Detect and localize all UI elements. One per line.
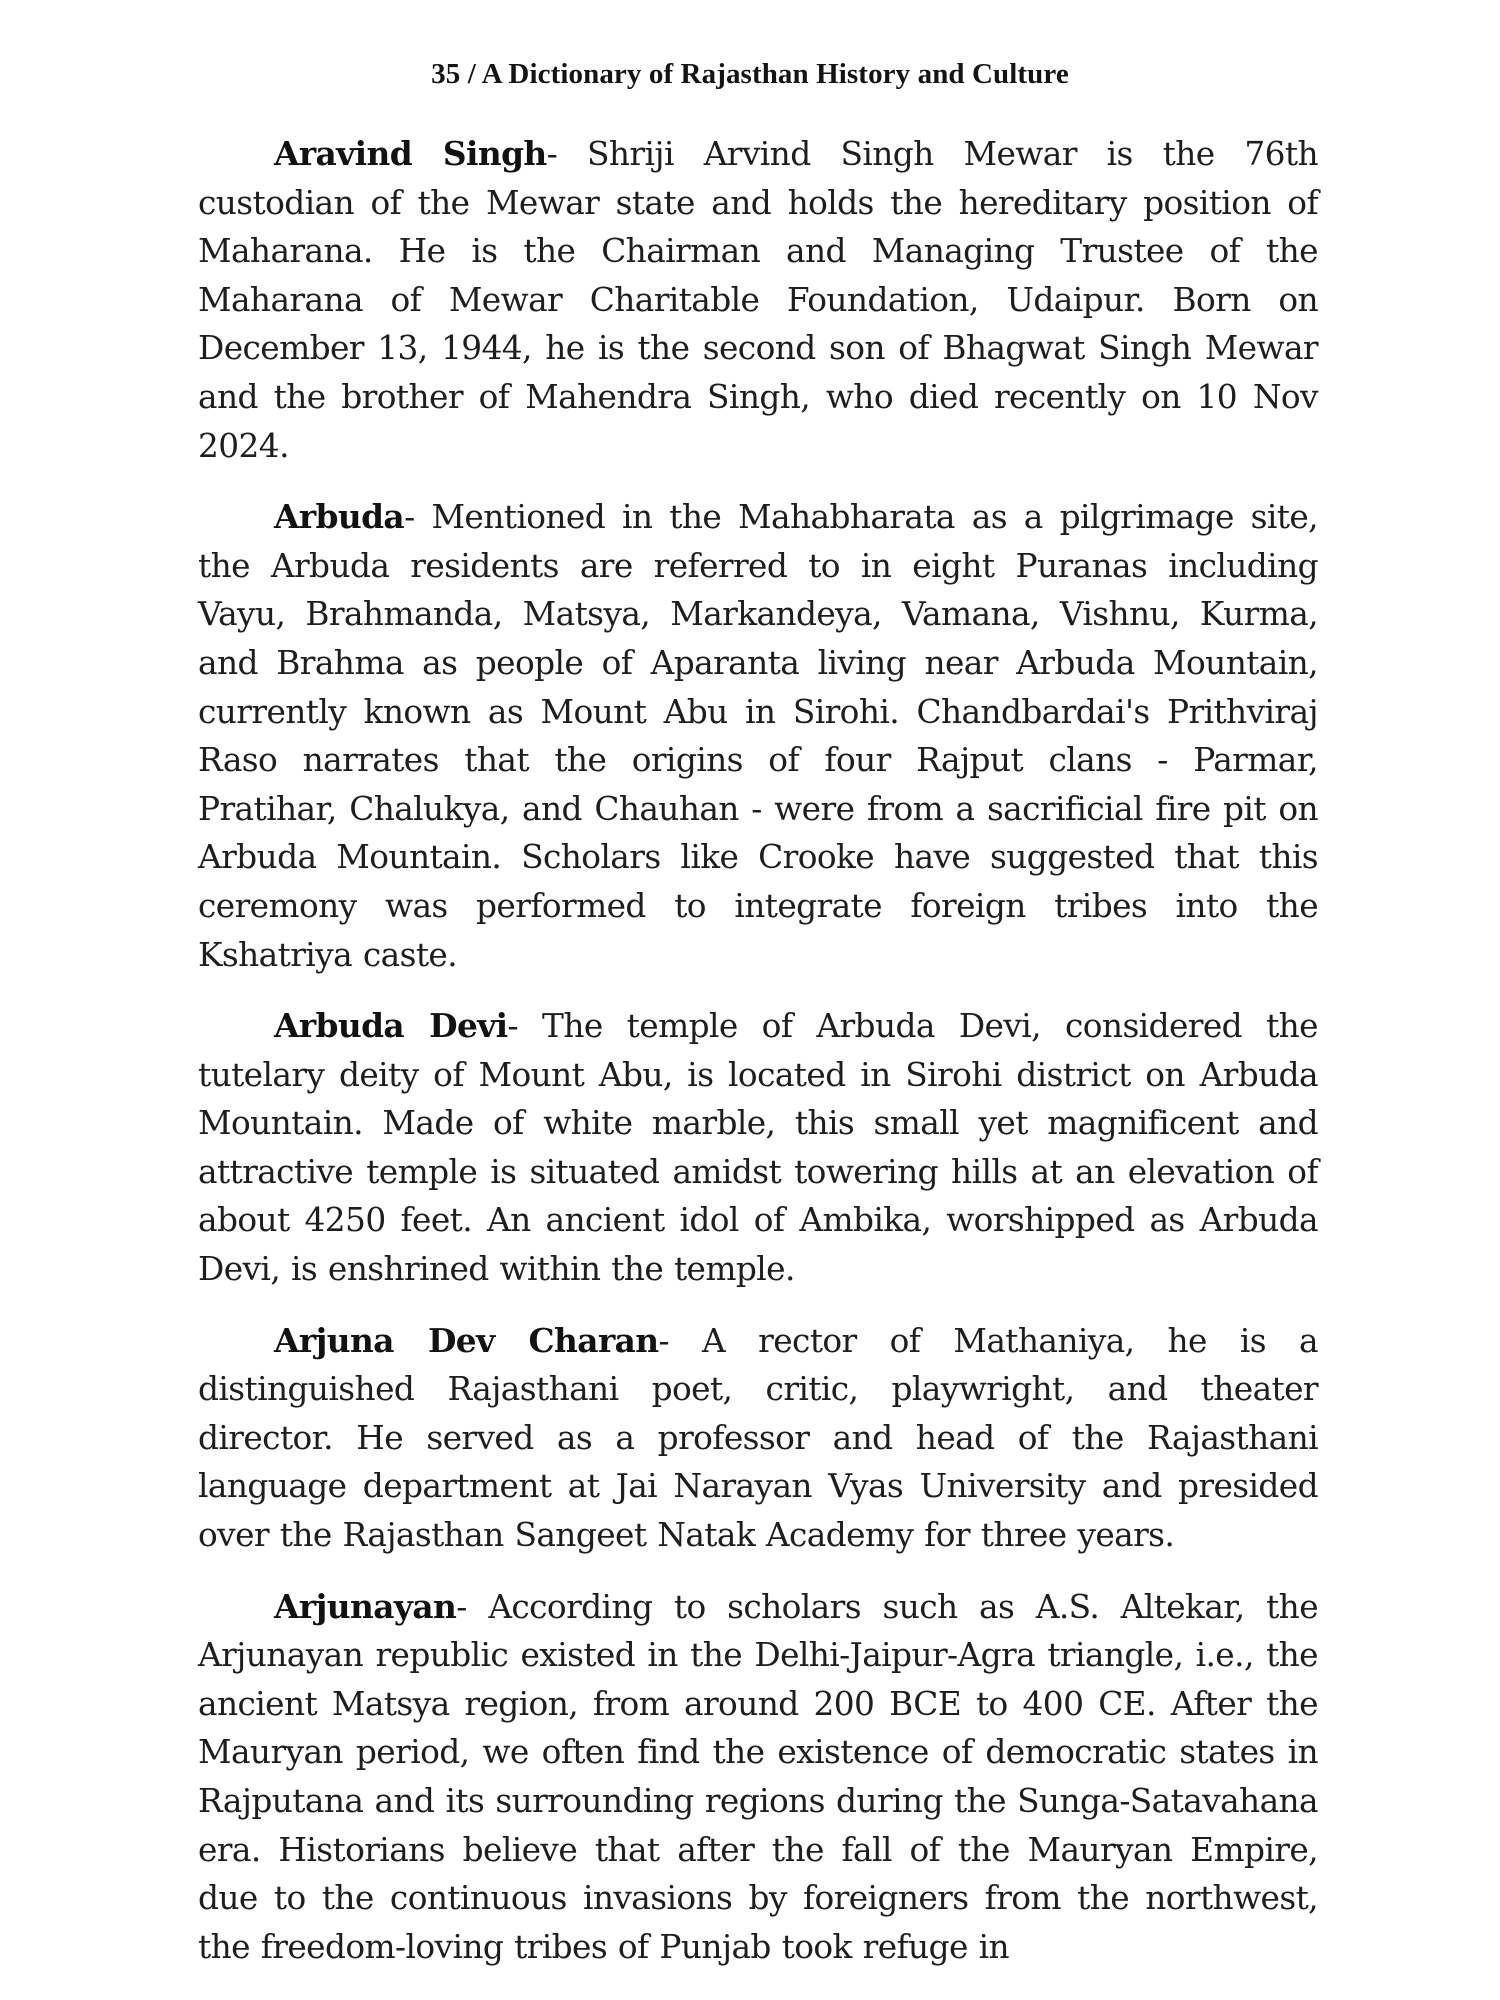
entry-term: Aravind Singh <box>274 134 547 173</box>
dictionary-entry <box>198 130 1318 470</box>
entry-separator: - <box>658 1321 703 1360</box>
dictionary-entry <box>198 1317 1318 1560</box>
running-header <box>0 58 1500 91</box>
entry-term: Arbuda <box>274 497 405 537</box>
header-separator: / <box>460 58 482 90</box>
entry-text: The temple of Arbuda Devi, considered the tutelary deity of Mount Abu, is located in Sirohi district on Arbuda Mountain. Made of white marble, this small yet magnificent and attractive temple is situated amidst towering hills at an elevation of about 4250 feet. An ancient idol of Ambika, worshipped as Arbuda Devi, is enshrined within the temple. <box>198 1007 1318 1289</box>
entry-text: A rector of Mathaniya, he is a distinguished Rajasthani poet, critic, playwright, and theater director. He served as a professor and head of the Rajasthani language department at Jai Narayan Vyas University and presided over the Rajasthan Sangeet Natak Academy for three years. <box>198 1321 1318 1555</box>
book-title: A Dictionary of Rajasthan History and Culture <box>481 58 1069 90</box>
entry-text: Mentioned in the Mahabharata as a pilgrimage site, the Arbuda residents are referred to in eight Puranas including Vayu, Brahmanda, Matsya, Markandeya, Vamana, Vishnu, Kurma, and Brahma as people of Aparanta living near Arbuda Mountain, currently known as Mount Abu in Sirohi. Chandbardai's Prithviraj Raso narrates that the origins of four Rajput clans - Parmar, Pratihar, Chalukya, and Chauhan - were from a sacrificial fire pit on Arbuda Mountain. Scholars like Crooke have suggested that this ceremony was performed to integrate foreign tribes into the Kshatriya caste. <box>198 498 1319 974</box>
entry-term: Arjuna Dev Charan <box>274 1320 659 1360</box>
page-number: 35 <box>431 58 461 90</box>
entry-term: Arjunayan <box>274 1586 457 1626</box>
dictionary-entry <box>198 1002 1318 1294</box>
entry-separator: - <box>546 135 588 173</box>
entry-text: According to scholars such as A.S. Altekar, the Arjunayan republic existed in the Delhi-Jaipur-Agra triangle, i.e., the ancient Matsya region, from around 200 BCE to 400 CE. After the Mauryan period, we often find the existence of democratic states in Rajputana and its surrounding regions during the Sunga-Satavahana era. Historians believe that after the fall of the Mauryan Empire, due to the continuous invasions by foreigners from the northwest, the freedom-loving tribes of Punjab took refuge in <box>198 1587 1319 1966</box>
entry-separator: - <box>404 498 432 537</box>
entry-separator: - <box>507 1007 543 1046</box>
dictionary-entry <box>198 1583 1318 1972</box>
dictionary-entries <box>198 130 1318 1994</box>
entry-term: Arbuda Devi <box>274 1006 508 1046</box>
entry-text: Shriji Arvind Singh Mewar is the 76th custodian of the Mewar state and holds the hereditary position of Maharana. He is the Chairman and Managing Trustee of the Maharana of Mewar Charitable Foundation, Udaipur. Born on December 13, 1944, he is the second son of Bhagwat Singh Mewar and the brother of Mahendra Singh, who died recently on 10 Nov 2024. <box>198 135 1319 465</box>
dictionary-entry <box>198 493 1318 979</box>
entry-separator: - <box>456 1587 489 1626</box>
